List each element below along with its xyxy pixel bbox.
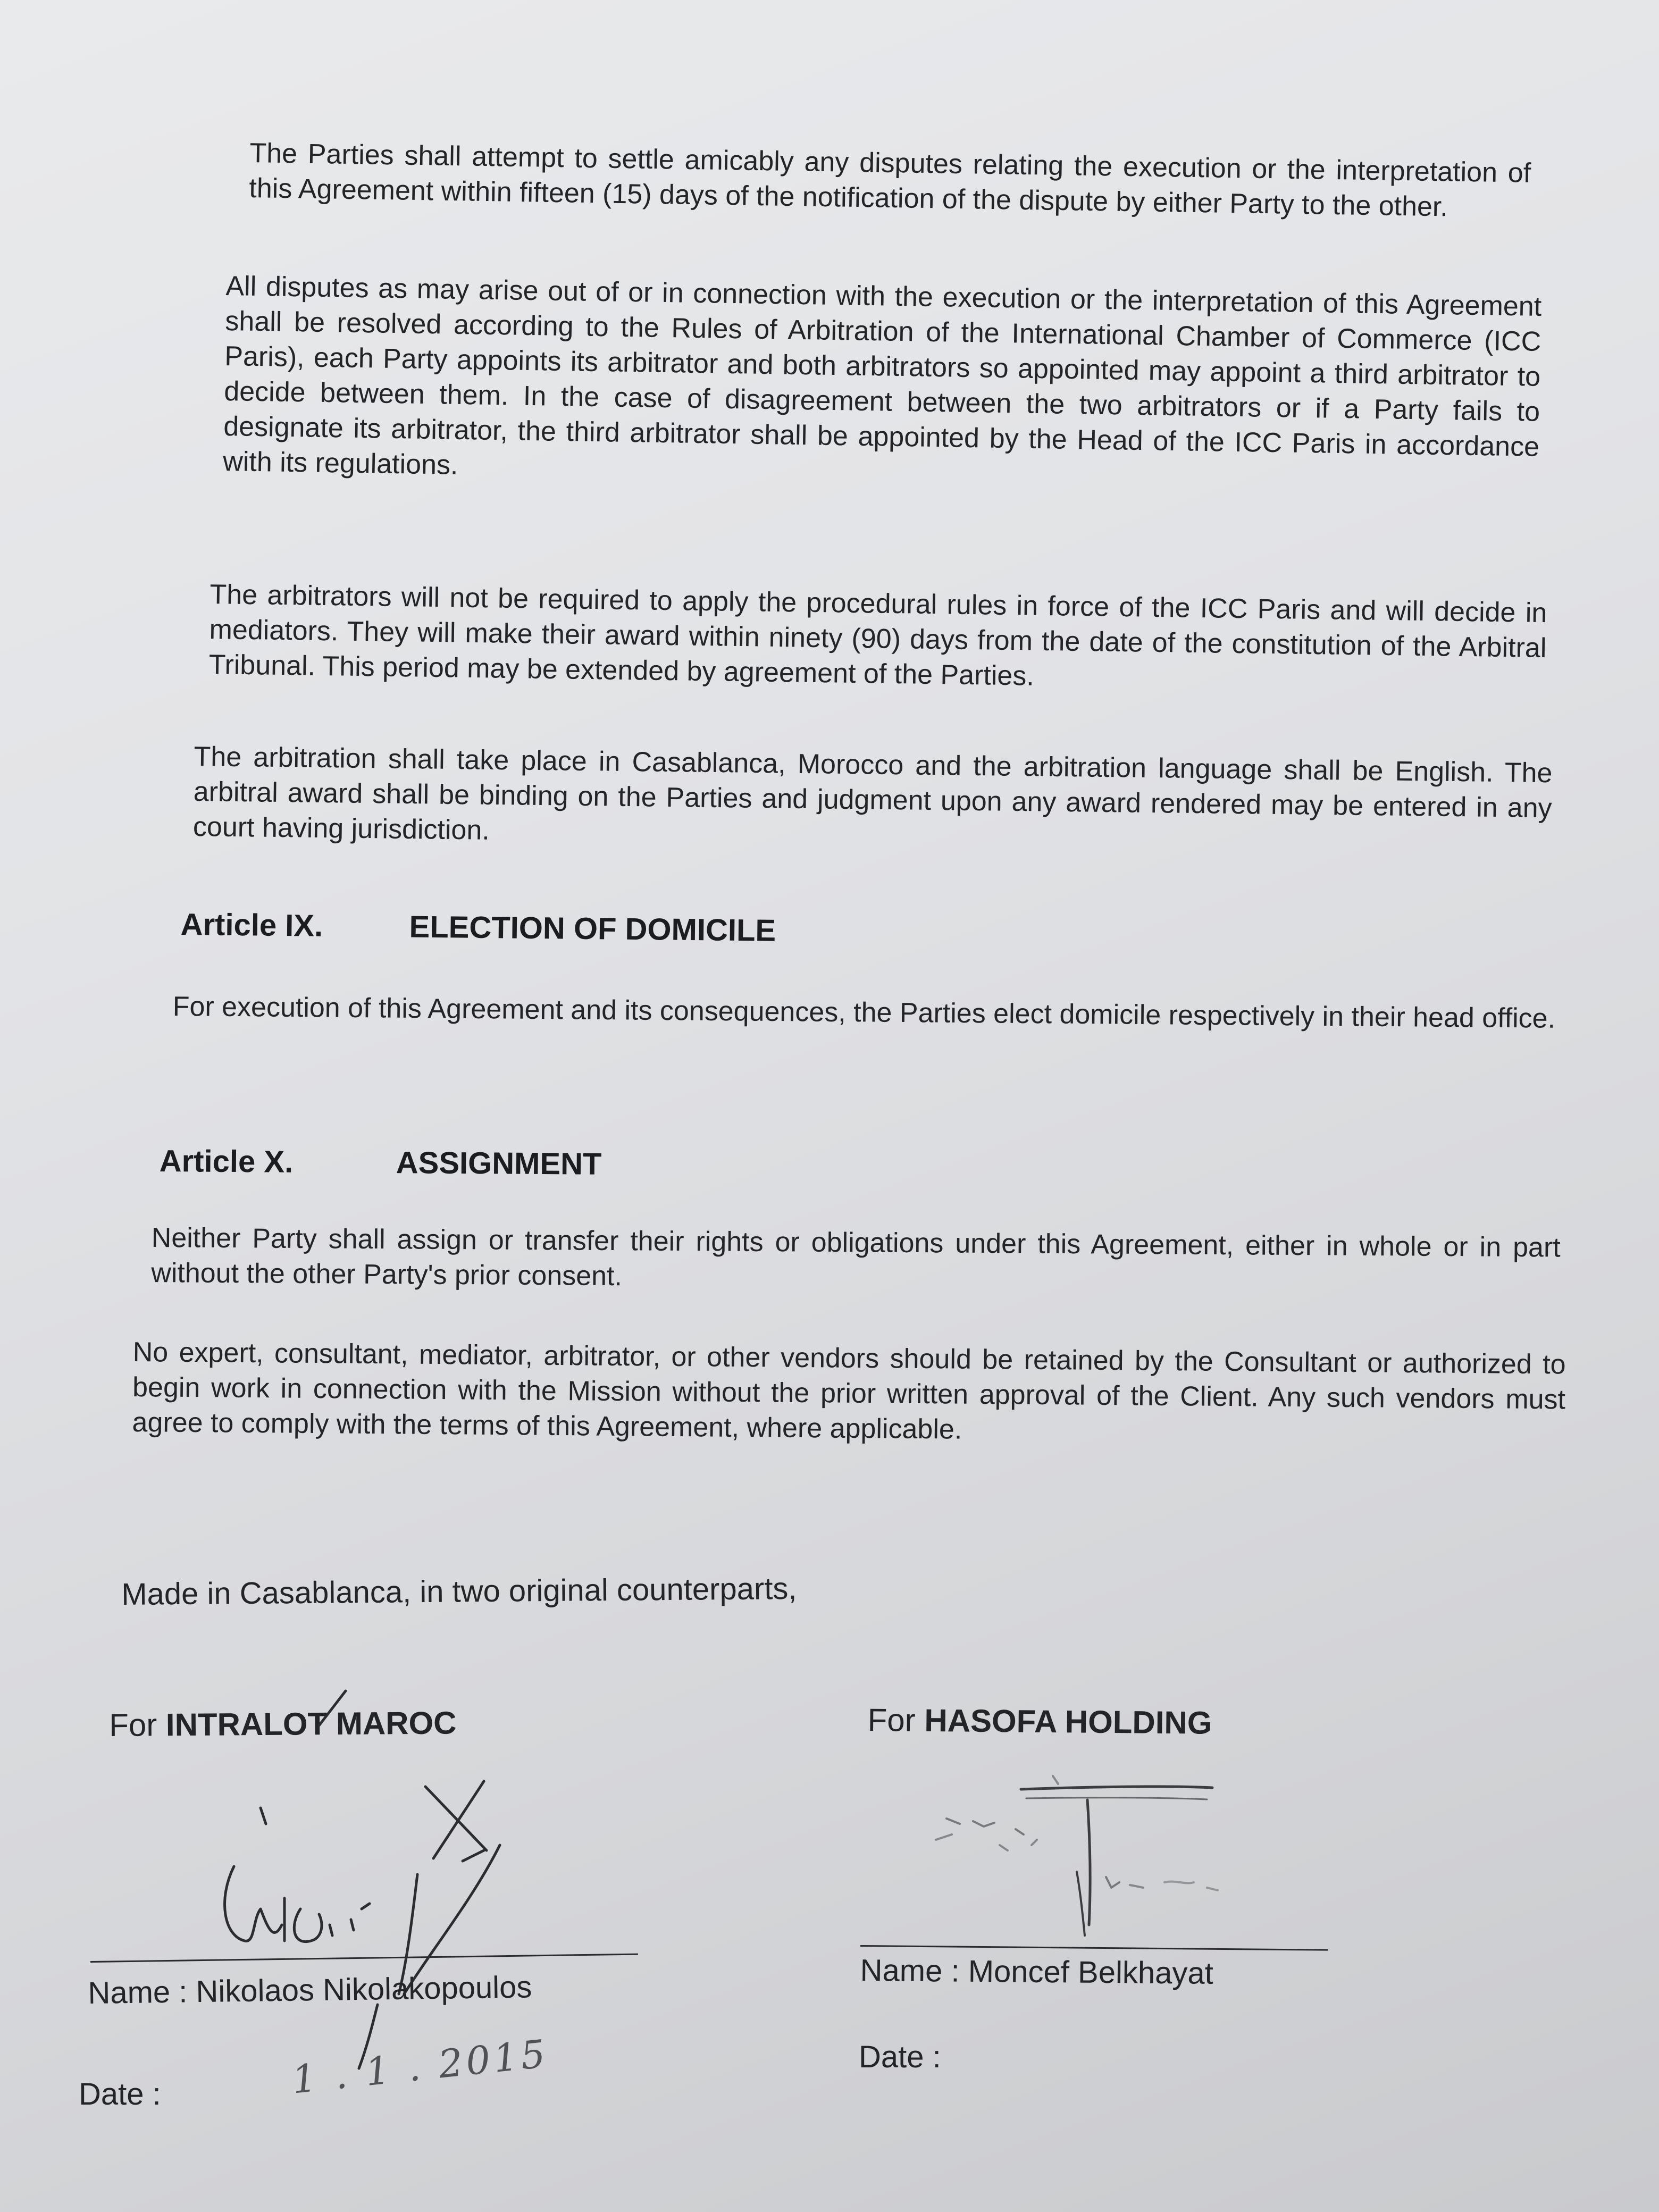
paragraph-amicable-settlement: The Parties shall attempt to settle amicably any disputes relating the execution or the interpretation of this Agreement within fifteen (15) days of the notification of the dispute by either Party to the other. [248,137,1531,223]
signatory-left-handwritten-date: 1 . 1 . 2015 [290,2031,551,2102]
article-ix-heading [180,907,776,949]
signatory-right-for-label: For [867,1702,916,1738]
signature-right-image [893,1755,1345,1951]
article-x-title: ASSIGNMENT [396,1145,602,1182]
paragraph-vendors: No expert, consultant, mediator, arbitrator, or other vendors should be retained by the Consultant or authorized to begin work in connection with the Mission without the prior written approval of the Client. Any such vendors must agree to comply with the terms of this Agreement, where applicable. [132,1336,1566,1445]
article-x-heading [160,1143,602,1182]
paragraph-arbitration-rules: All disputes as may arise out of or in connection with the execution or the interpretation of this Agreement shall be resolved according to the Rules of Arbitration of the International Chamber of Commerce (ICC Paris), each Party appoints its arbitrator and both arbitrators so appointed may appoint a third arbitrator to decide between them. In the case of disagreement between the two arbitrators or if a Party fails to designate its arbitrator, the third arbitrator shall be appointed by the Head of the ICC Paris in accordance with its regulations. [222,270,1542,481]
signatory-left-company: INTRALOT MAROC [165,1705,457,1743]
signatory-left-for-label: For [109,1707,157,1743]
signatory-left-date-label: Date : [79,2077,161,2112]
signatory-right-company-line [867,1702,1212,1741]
signatory-right-name-line [860,1953,1213,1991]
signatory-left-name-line [88,1969,532,2011]
article-x-number: Article X. [159,1144,294,1179]
paragraph-arbitration-place: The arbitration shall take place in Casablanca, Morocco and the arbitration language shall be English. The arbitral award shall be binding on the Parties and judgment upon any award rendered may be entered in any court having jurisdiction. [192,741,1553,846]
signatory-left-name: Nikolaos Nikolakopoulos [196,1970,532,2009]
paragraph-arbitrators-award: The arbitrators will not be required to apply the procedural rules in force of the ICC Paris and will decide in mediators. They will make their award within ninety (90) days from the date of the constitution of the Arbitral Tribunal. This period may be extended by agreement of the Parties. [208,579,1547,692]
article-ix-number: Article IX. [180,907,323,943]
signatory-left-name-label: Name : [88,1974,188,2010]
signatory-right-date-label: Date : [859,2040,941,2074]
closing-statement: Made in Casablanca, in two original counterparts, [121,1571,797,1612]
paragraph-assignment: Neither Party shall assign or transfer their rights or obligations under this Agreement, either in whole or in part without the other Party's prior consent. [151,1222,1561,1292]
signatory-right-company: HASOFA HOLDING [924,1702,1212,1741]
paragraph-election-of-domicile: For execution of this Agreement and its consequences, the Parties elect domicile respectively in their head office. [172,991,1556,1034]
signatory-right-name: Moncef Belkhayat [968,1954,1214,1991]
article-ix-title: ELECTION OF DOMICILE [409,909,776,948]
signatory-right-name-label: Name : [860,1953,960,1989]
